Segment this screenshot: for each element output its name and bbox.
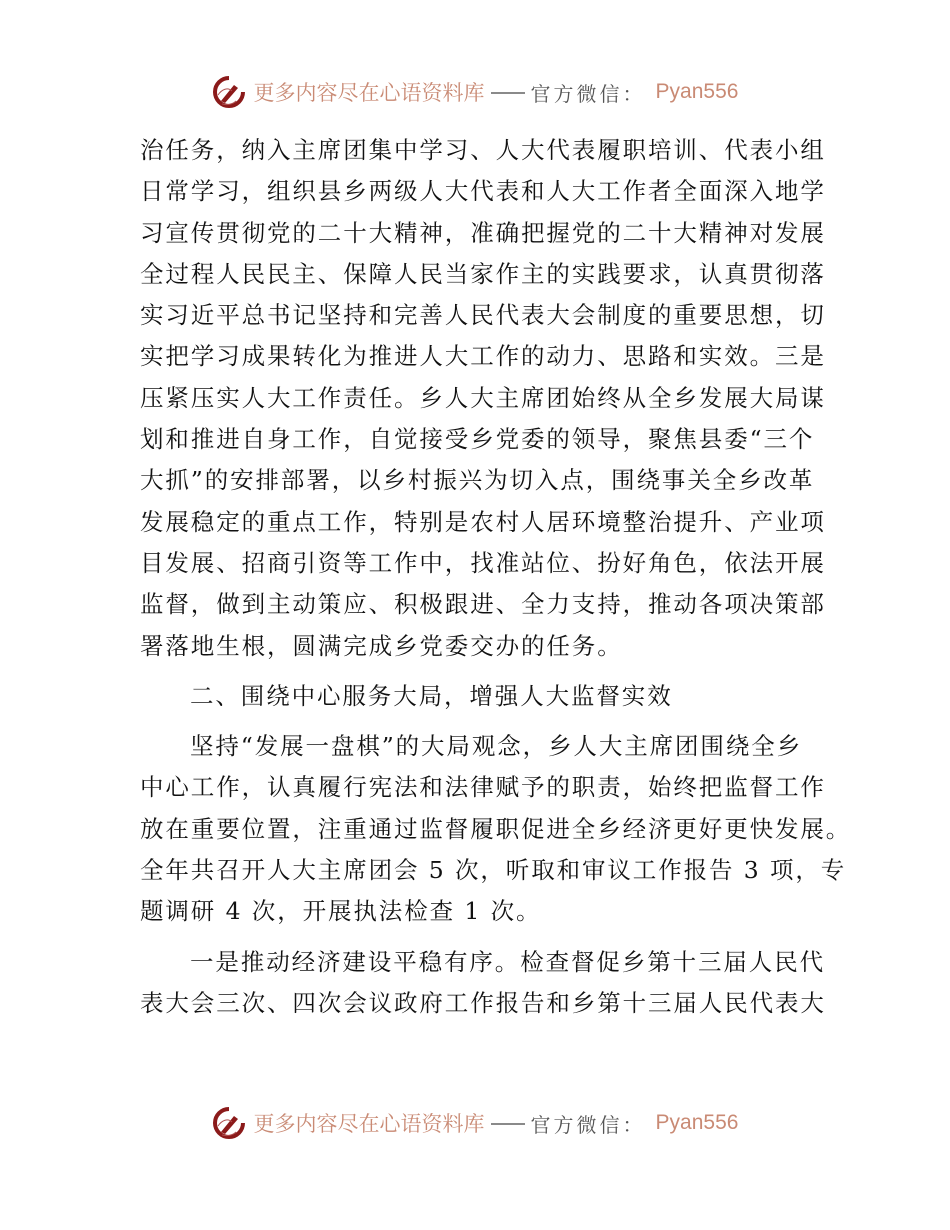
paragraph-gap [140, 717, 812, 726]
text-line: 压紧压实人大工作责任。乡人大主席团始终从全乡发展大局谋 [140, 383, 826, 412]
quill-pen-circle-icon [212, 75, 246, 109]
banner-wechat-label: 官方微信： [530, 1112, 646, 1137]
document-body [140, 130, 852, 1024]
text-line: 发展稳定的重点工作，特别是农村人居环境整治提升、产业项 [140, 507, 826, 536]
banner-site-text: 更多内容尽在心语资料库 [253, 81, 485, 105]
header-banner [0, 72, 950, 112]
text-line: 全过程人民民主、保障人民当家作主的实践要求，认真贯彻落 [140, 259, 826, 288]
text-line: 实把学习成果转化为推进人大工作的动力、思路和实效。三是 [140, 342, 826, 371]
footer-banner [0, 1103, 950, 1143]
paragraph-1 [140, 130, 826, 667]
paragraph-3 [140, 942, 826, 1025]
text-line: 放在重要位置，注重通过监督履职促进全乡经济更好更快发展。 [140, 814, 852, 843]
banner-dash [491, 1123, 525, 1125]
text-line: 一是推动经济建设平稳有序。检查督促乡第十三届人民代 [190, 947, 825, 976]
banner-dash [491, 92, 525, 94]
quill-pen-circle-icon [212, 1106, 246, 1140]
banner-site-text: 更多内容尽在心语资料库 [253, 1112, 485, 1136]
banner-wechat-label: 官方微信： [530, 81, 646, 106]
banner-wechat-id: Pyan556 [655, 1111, 739, 1134]
text-line: 题调研 4 次，开展执法检查 1 次。 [140, 897, 542, 926]
paragraph-gap [140, 933, 812, 942]
text-line: 目发展、招商引资等工作中，找准站位、扮好角色，依法开展 [140, 548, 826, 577]
banner-wechat-id: Pyan556 [655, 80, 739, 103]
text-line: 署落地生根，圆满完成乡党委交办的任务。 [140, 631, 623, 660]
text-line: 表大会三次、四次会议政府工作报告和乡第十三届人民代表大 [140, 988, 826, 1017]
header-banner-inner [212, 75, 739, 109]
text-line: 监督，做到主动策应、积极跟进、全力支持，推动各项决策部 [140, 590, 826, 619]
paragraph-2 [140, 726, 852, 932]
text-line: 坚持“发展一盘棋”的大局观念，乡人大主席团围绕全乡 [190, 732, 803, 761]
text-line: 大抓”的安排部署，以乡村振兴为切入点，围绕事关全乡改革 [140, 466, 815, 495]
text-line: 日常学习，组织县乡两级人大代表和人大工作者全面深入地学 [140, 177, 826, 206]
text-line: 全年共召开人大主席团会 5 次，听取和审议工作报告 3 项，专 [140, 856, 847, 885]
text-line: 习宣传贯彻党的二十大精神，准确把握党的二十大精神对发展 [140, 218, 826, 247]
section-heading: 二、围绕中心服务大局，增强人大监督实效 [190, 681, 673, 710]
paragraph-gap [140, 667, 812, 676]
text-line: 中心工作，认真履行宪法和法律赋予的职责，始终把监督工作 [140, 773, 826, 802]
text-line: 实习近平总书记坚持和完善人民代表大会制度的重要思想，切 [140, 301, 826, 330]
text-line: 划和推进自身工作，自觉接受乡党委的领导，聚焦县委“三个 [140, 425, 815, 454]
footer-banner-inner [212, 1106, 739, 1140]
text-line: 治任务，纳入主席团集中学习、人大代表履职培训、代表小组 [140, 136, 826, 164]
